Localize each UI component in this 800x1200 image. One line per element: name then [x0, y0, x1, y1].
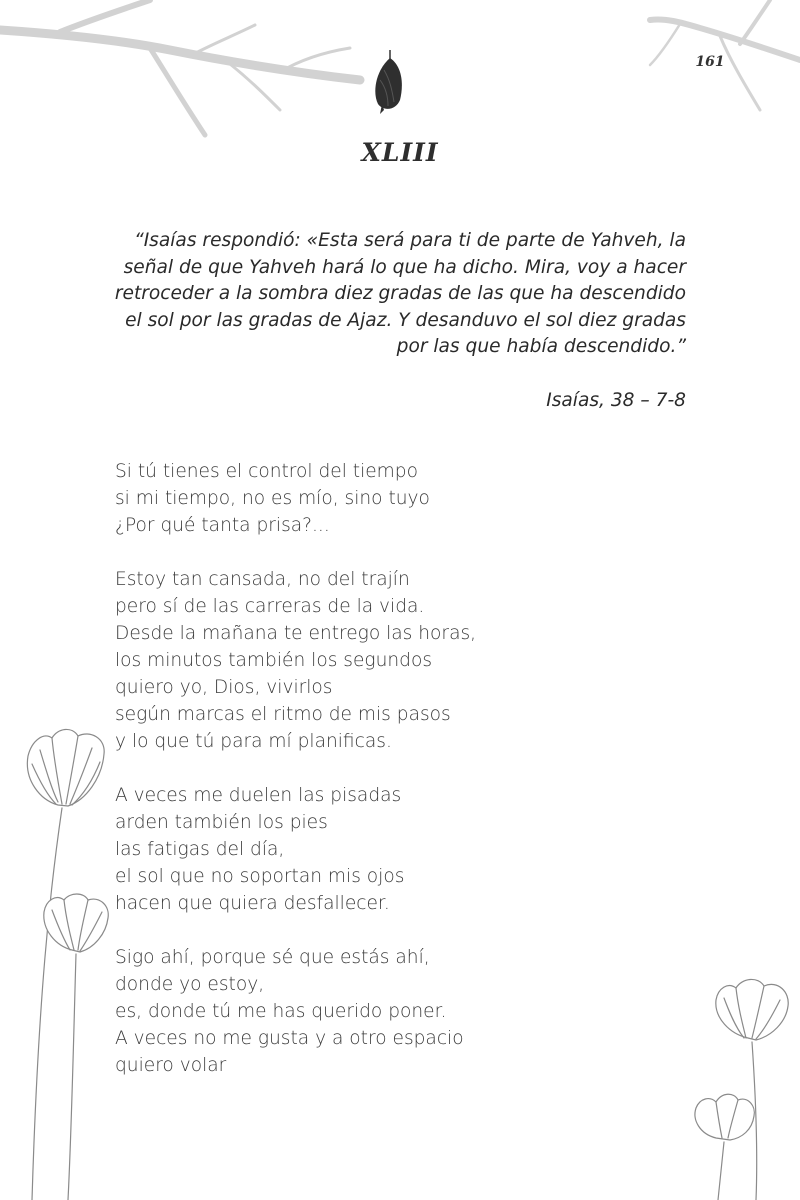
epigraph-quote	[100, 228, 686, 361]
branch-illustration-left	[0, 0, 420, 140]
poem-stanza	[115, 458, 635, 539]
poem-verse: ¿Por qué tanta prisa?...	[115, 515, 330, 536]
poem-verse: los minutos también los segundos	[115, 650, 433, 671]
poem-verse: las fatigas del día,	[115, 839, 285, 860]
poem-verse: si mi tiempo, no es mío, sino tuyo	[115, 488, 430, 509]
poem-verse: Sigo ahí, porque sé que estás ahí,	[115, 947, 430, 968]
poem-verse: el sol que no soportan mis ojos	[115, 866, 405, 887]
chapter-title: XLIII	[361, 138, 439, 167]
flower-illustration-right	[690, 960, 800, 1200]
epigraph-line: por las que había descendido.”	[396, 336, 686, 357]
page-number: 161	[695, 54, 725, 70]
poem-verse: Estoy tan cansada, no del trajín	[115, 569, 410, 590]
poem-verse: según marcas el ritmo de mis pasos	[115, 704, 451, 725]
poem-verse: y lo que tú para mí planificas.	[115, 731, 392, 752]
poem-verse: arden también los pies	[115, 812, 328, 833]
poem-verse: A veces no me gusta y a otro espacio	[115, 1028, 464, 1049]
poem-body	[115, 458, 635, 1106]
poem-verse: quiero volar	[115, 1055, 227, 1076]
poem-verse: hacen que quiera desfallecer.	[115, 893, 390, 914]
poem-verse: pero sí de las carreras de la vida.	[115, 596, 425, 617]
cocoon-icon	[368, 50, 408, 120]
poem-verse: Si tú tienes el control del tiempo	[115, 461, 418, 482]
epigraph-line: “Isaías respondió: «Esta será para ti de parte de Yahveh, la	[134, 230, 686, 251]
epigraph-line: señal de que Yahveh hará lo que ha dicho. Mira, voy a hacer	[123, 256, 686, 278]
poem-verse: quiero yo, Dios, vivirlos	[115, 677, 333, 698]
epigraph-citation: Isaías, 38 – 7-8	[546, 390, 686, 411]
poem-stanza	[115, 566, 635, 755]
poem-verse: A veces me duelen las pisadas	[115, 785, 402, 806]
flower-illustration-left	[10, 720, 140, 1200]
poem-verse: Desde la mañana te entrego las horas,	[115, 623, 477, 644]
epigraph-line: el sol por las gradas de Ajaz. Y desanduvo el sol diez gradas	[125, 309, 686, 331]
poem-stanza	[115, 782, 635, 917]
poem-verse: donde yo estoy,	[115, 974, 265, 995]
poem-stanza	[115, 944, 635, 1079]
poem-verse: es, donde tú me has querido poner.	[115, 1001, 447, 1022]
epigraph-line: retroceder a la sombra diez gradas de las que ha descendido	[114, 283, 686, 304]
